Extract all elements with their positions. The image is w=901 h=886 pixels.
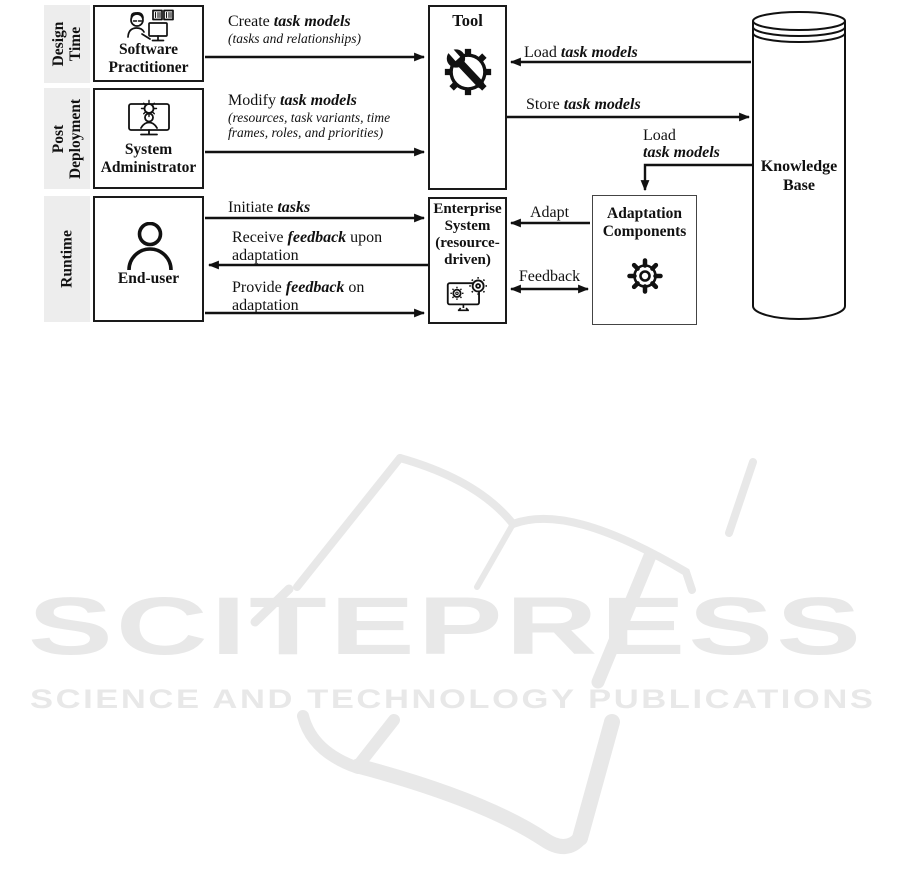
flow-note: frames, roles, and priorities) bbox=[228, 125, 384, 140]
flow-note: (tasks and relationships) bbox=[228, 31, 361, 46]
flow-text: Modify task models bbox=[228, 92, 357, 109]
lane-label-line: Design bbox=[50, 21, 67, 67]
lane-design-time-label bbox=[50, 22, 84, 67]
system-administrator-label bbox=[95, 141, 202, 177]
flow-label-initiate-tasks bbox=[228, 199, 310, 217]
tool-box bbox=[428, 5, 507, 190]
gear-outline-icon bbox=[625, 256, 665, 296]
flow-text: adaptation bbox=[232, 297, 299, 314]
software-practitioner-label bbox=[95, 41, 202, 77]
adaptation-components-box bbox=[592, 195, 697, 325]
tool-title: Tool bbox=[452, 11, 483, 30]
person-icon bbox=[122, 222, 178, 272]
actor-label-line: Software bbox=[118, 41, 179, 58]
flow-text: Load task models bbox=[524, 44, 638, 61]
system-administrator-box bbox=[93, 88, 204, 189]
lane-design-time bbox=[44, 5, 90, 83]
flow-label-provide-feedback bbox=[232, 279, 364, 315]
end-user-box bbox=[93, 196, 204, 322]
flow-text: Load bbox=[643, 127, 676, 144]
flow-label-create-task-models bbox=[228, 13, 361, 46]
title-line: Components bbox=[602, 223, 687, 240]
flow-note: (resources, task variants, time bbox=[228, 110, 391, 125]
title-line: Base bbox=[783, 177, 815, 194]
flow-label-store-task-models bbox=[526, 96, 641, 114]
lane-runtime-label bbox=[59, 230, 76, 288]
lane-label-line: Time bbox=[67, 26, 84, 62]
knowledge-base-label bbox=[753, 157, 845, 195]
actor-label-line: Practitioner bbox=[108, 59, 189, 76]
flow-text: Store task models bbox=[526, 96, 641, 113]
title-line: Knowledge bbox=[760, 158, 838, 175]
flow-text: Adapt bbox=[529, 204, 570, 221]
flow-text: adaptation bbox=[232, 247, 299, 264]
monitor-gears-icon bbox=[445, 275, 491, 319]
arrow-load-task-models-adaptation bbox=[645, 165, 753, 190]
software-practitioner-box bbox=[93, 5, 204, 82]
enterprise-system-box bbox=[428, 197, 507, 324]
actor-label-line: System bbox=[124, 141, 173, 158]
enterprise-system-title bbox=[430, 201, 505, 269]
flow-text: Initiate tasks bbox=[228, 199, 311, 216]
title-line: driven) bbox=[444, 252, 491, 268]
gear-wrench-icon bbox=[441, 45, 495, 99]
flow-label-load-task-models-tool bbox=[524, 44, 638, 62]
flow-label-feedback bbox=[507, 268, 592, 286]
flow-label-load-task-models-adaptation bbox=[643, 127, 720, 161]
actor-label-line: Administrator bbox=[100, 159, 197, 176]
scitepress-watermark-logo: SCITEPRESS bbox=[28, 581, 865, 672]
flow-label-adapt bbox=[507, 204, 592, 222]
adaptation-components-title bbox=[593, 205, 696, 241]
lane-label-line: Runtime bbox=[58, 230, 76, 288]
lane-post-deployment bbox=[44, 88, 90, 189]
title-line: Enterprise bbox=[433, 201, 502, 217]
flow-text: task models bbox=[643, 144, 720, 161]
actor-label-line: End-user bbox=[117, 270, 180, 287]
watermark-swoosh bbox=[303, 716, 612, 847]
lane-post-deployment-label bbox=[50, 98, 84, 178]
flow-label-modify-task-models bbox=[228, 92, 390, 140]
scitepress-watermark-subtitle: SCIENCE AND TECHNOLOGY PUBLICATIONS bbox=[30, 684, 876, 714]
lane-runtime bbox=[44, 196, 90, 322]
flow-text: Receive feedback upon bbox=[232, 229, 383, 246]
admin-monitor-gear-icon bbox=[124, 95, 174, 139]
flow-text: Provide feedback on bbox=[232, 279, 365, 296]
flow-label-receive-feedback bbox=[232, 229, 382, 265]
title-line: Adaptation bbox=[607, 205, 682, 222]
title-line: (resource- bbox=[435, 235, 500, 251]
lane-label-line: Post bbox=[50, 124, 67, 153]
flow-text: Create task models bbox=[228, 13, 351, 30]
end-user-label bbox=[95, 270, 202, 288]
title-line: System bbox=[444, 218, 491, 234]
flow-text: Feedback bbox=[518, 268, 581, 285]
lane-label-line: Deployment bbox=[67, 98, 84, 179]
